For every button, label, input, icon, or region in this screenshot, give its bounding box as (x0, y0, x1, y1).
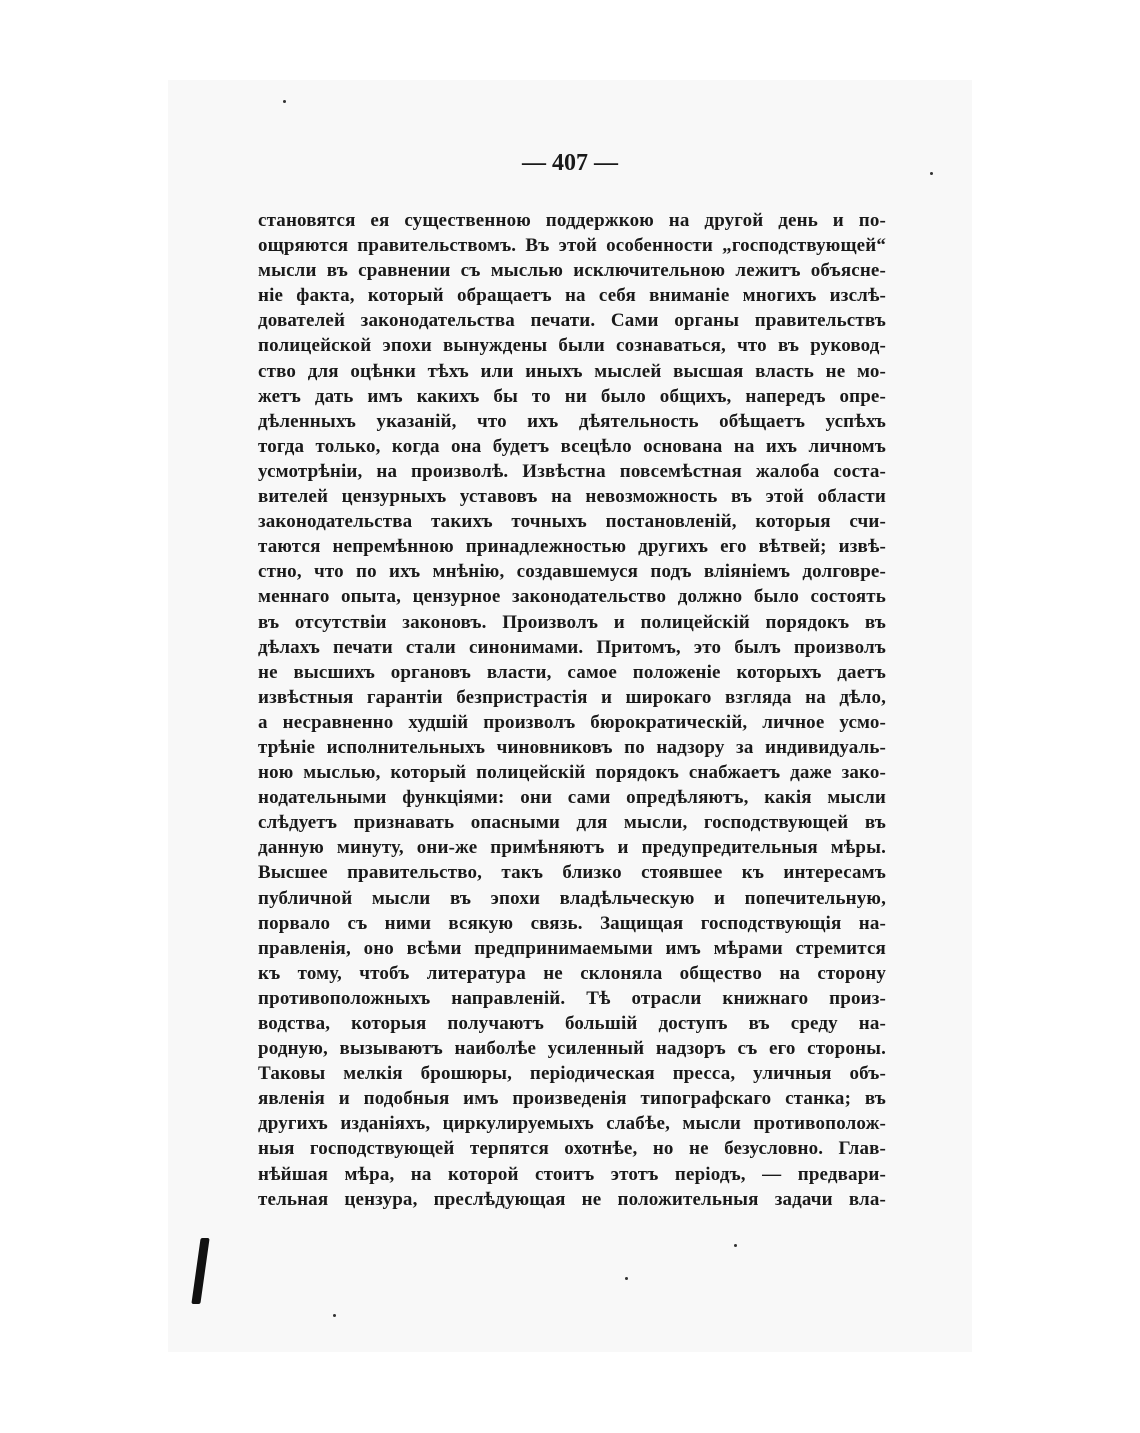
scan-speck (734, 1244, 737, 1247)
text-line: нѣйшая мѣра, на которой стоитъ этотъ періодъ, — предвари- (258, 1163, 886, 1185)
text-line: вителей цензурныхъ уставовъ на невозможность въ этой области (258, 486, 886, 508)
scan-speck (930, 172, 933, 175)
text-line: противоположныхъ направленій. Тѣ отрасли книжнаго произ- (258, 987, 886, 1009)
text-line: полицейской эпохи вынуждены были сознаваться, что въ руковод- (258, 335, 886, 357)
text-line: ныя господствующей терпятся охотнѣе, но не безусловно. Глав- (258, 1138, 886, 1160)
text-line: мысли въ сравнении съ мыслью исключительною лежитъ объясне- (258, 260, 886, 282)
text-line: правленія, оно всѣми предпринимаемыми имъ мѣрами стремится (258, 937, 886, 959)
text-line: въ отсутствіи законовъ. Произволъ и полицейскій порядокъ въ (258, 611, 886, 633)
text-line: Высшее правительство, такъ близко стоявшее къ интересамъ (258, 862, 886, 884)
text-line: публичной мысли въ эпохи владѣльческую и попечительную, (258, 887, 886, 909)
text-line: таются непремѣнною принадлежностью другихъ его вѣтвей; извѣ- (258, 536, 886, 558)
text-line: тельная цензура, преслѣдующая не положительныя задачи вла- (258, 1188, 886, 1210)
text-line: Таковы мелкія брошюры, періодическая пресса, уличныя объ- (258, 1063, 886, 1085)
text-line: данную минуту, они-же примѣняютъ и предупредительныя мѣры. (258, 837, 886, 859)
text-line: дѣленныхъ указаній, что ихъ дѣятельность обѣщаетъ успѣхъ (258, 410, 886, 432)
scan-speck (283, 100, 286, 103)
text-line: трѣніе исполнительныхъ чиновниковъ по надзору за индивидуаль- (258, 736, 886, 758)
text-line: тогда только, когда она будетъ всецѣло основана на ихъ личномъ (258, 435, 886, 457)
text-line: другихъ изданіяхъ, циркулируемыхъ слабѣе, мысли противополож- (258, 1113, 886, 1135)
text-line: меннаго опыта, цензурное законодательство должно было состоять (258, 586, 886, 608)
text-line: ною мыслью, который полицейскій порядокъ снабжаетъ даже зако- (258, 762, 886, 784)
text-line: водства, которыя получаютъ большій доступъ въ среду на- (258, 1013, 886, 1034)
text-line: порвало съ ними всякую связь. Защищая господствующія на- (258, 912, 886, 934)
body-text (258, 208, 886, 1212)
text-line: нодательными функціями: они сами опредѣляютъ, какія мысли (258, 787, 886, 809)
text-line: не высшихъ органовъ власти, самое положеніе которыхъ даетъ (258, 661, 886, 683)
page-number: — 407 — (522, 150, 618, 176)
text-line: явленія и подобныя имъ произведенія типографскаго станка; въ (258, 1088, 886, 1110)
text-line: стно, что по ихъ мнѣнію, создавшемуся подъ вліяніемъ долговре- (258, 561, 886, 583)
text-line: извѣстныя гарантіи безпристрастія и широкаго взгляда на дѣло, (258, 686, 886, 708)
text-line: дѣлахъ печати стали синонимами. Притомъ, это былъ произволъ (258, 636, 886, 658)
text-line: родную, вызываютъ наиболѣе усиленный надзоръ съ его стороны. (258, 1038, 886, 1060)
text-line: жетъ дать имъ какихъ бы то ни было общихъ, напередъ опре- (258, 385, 886, 407)
scan-speck (333, 1314, 336, 1317)
text-line: ощряются правительствомъ. Въ этой особенности „господствующей“ (258, 235, 886, 257)
text-line: къ тому, чтобъ литература не склоняла общество на сторону (258, 962, 886, 984)
text-line: законодательства такихъ точныхъ постановленій, которыя счи- (258, 511, 886, 533)
text-line: становятся ея существенною поддержкою на другой день и по- (258, 210, 886, 231)
text-line: усмотрѣніи, на произволѣ. Извѣстна повсемѣстная жалоба соста- (258, 460, 886, 482)
scan-speck (625, 1277, 628, 1280)
text-line: ніе факта, который обращаетъ на себя вниманіе многихъ изслѣ- (258, 285, 886, 307)
text-line: дователей законодательства печати. Сами органы правительствъ (258, 310, 886, 332)
text-line: ство для оцѣнки тѣхъ или иныхъ мыслей высшая власть не мо- (258, 360, 886, 382)
text-line: а несравненно худшій произволъ бюрократическій, личное усмо- (258, 711, 886, 733)
text-line: слѣдуетъ признавать опасными для мысли, господствующей въ (258, 812, 886, 834)
